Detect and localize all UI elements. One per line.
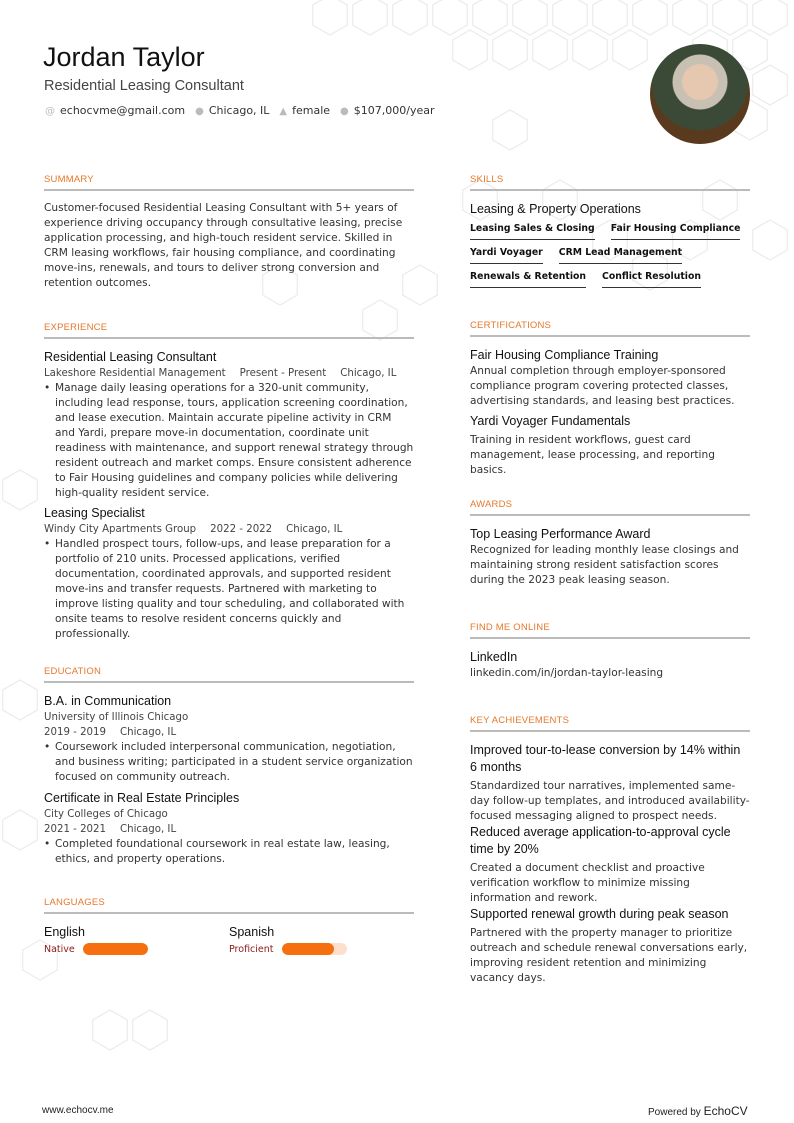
- skill-tag: Conflict Resolution: [602, 268, 701, 288]
- language-name: English: [44, 925, 85, 939]
- degree: Certificate in Real Estate Principles: [44, 791, 240, 805]
- location-pin-icon: ●: [195, 106, 204, 117]
- achievement-text: Partnered with the property manager to prioritize outreach and schedule renewal conversations early, improving resident retention and minimizing vacancy days.: [470, 927, 748, 984]
- language-item: [229, 924, 414, 955]
- experience-section: [44, 322, 414, 642]
- school: City Colleges of Chicago: [44, 809, 168, 820]
- section-heading: CERTIFICATIONS: [470, 320, 750, 337]
- hexagon-shape: [593, 0, 628, 35]
- hexagon-shape: [673, 0, 708, 35]
- location: Chicago, IL: [340, 368, 397, 379]
- hexagon-shape: [633, 0, 668, 35]
- bullet: • Manage daily leasing operations for a 320-unit community, including lead response, tours, application screening coordination, and lease execution. Maintain accurate pipeline activity in CRM and Yardi, prepare move-in documentation, coordinate unit readiness with maintenance, and support renewal strategy through resident outreach and market comps. Ensure consistent adherence to Fair Housing guidelines and company policies while delivering high-quality resident service.: [44, 381, 414, 501]
- skill-tag: Yardi Voyager: [470, 244, 543, 264]
- skill-tag: Renewals & Retention: [470, 268, 586, 288]
- contact-email[interactable]: @ echocvme@gmail.com: [45, 104, 186, 117]
- at-icon: @: [45, 106, 55, 117]
- section-heading: SUMMARY: [44, 174, 414, 191]
- brand-name: EchoCV: [703, 1104, 748, 1118]
- hexagon-shape: [513, 0, 548, 35]
- achievement-text: Created a document checklist and proactive verification workflow to minimize missing information and rework.: [470, 862, 705, 904]
- location: Chicago, IL: [120, 727, 177, 738]
- summary-text: Customer-focused Residential Leasing Consultant with 5+ years of experience driving occupancy through consultative leasing, precise application processing, and high-touch resident service. Skilled in CRM leasing workflows, fair housing compliance, and coordinating move-ins, renewals, and tours to deliver strong conversion and retention outcomes.: [44, 202, 403, 289]
- contact-gender: ▲ female: [279, 104, 331, 117]
- hexagon-shape: [533, 30, 568, 70]
- cert-text: Training in resident workflows, guest card management, lease processing, and reporting basics.: [470, 434, 715, 476]
- hexagon-shape: [713, 0, 748, 35]
- hexagon-shape: [93, 1010, 128, 1050]
- section-heading: SKILLS: [470, 174, 750, 191]
- profile-link[interactable]: linkedin.com/in/jordan-taylor-leasing: [470, 667, 664, 679]
- skill-group: Leasing & Property Operations: [470, 202, 641, 216]
- experience-item: [44, 349, 414, 501]
- location: Chicago, IL: [120, 824, 177, 835]
- section-heading: AWARDS: [470, 499, 750, 516]
- hexagon-shape: [573, 30, 608, 70]
- certifications-section: [470, 320, 750, 478]
- skills-section: [470, 174, 750, 292]
- degree: B.A. in Communication: [44, 694, 172, 708]
- proficiency-fill: [282, 943, 334, 955]
- company: Lakeshore Residential Management: [44, 368, 226, 379]
- hexagon-shape: [493, 30, 528, 70]
- hexagon-shape: [3, 810, 38, 850]
- awards-section: [470, 499, 750, 588]
- hexagon-shape: [353, 0, 388, 35]
- experience-item: [44, 505, 414, 642]
- section-heading: LANGUAGES: [44, 897, 414, 914]
- cert-title: Fair Housing Compliance Training: [470, 348, 659, 362]
- education-item: [44, 790, 414, 867]
- hexagon-shape: [3, 470, 38, 510]
- dates: 2021 - 2021: [44, 824, 107, 835]
- hexagon-shape: [453, 30, 488, 70]
- hexagon-shape: [133, 1010, 168, 1050]
- achievements-section: [470, 715, 750, 986]
- achievement-text: Standardized tour narratives, implemented same-day follow-up templates, and introduced availability-focused messaging aligned to prospect needs.: [470, 780, 750, 822]
- hexagon-shape: [473, 0, 508, 35]
- achievement-title: Supported renewal growth during peak season: [470, 907, 729, 921]
- section-heading: EXPERIENCE: [44, 322, 414, 339]
- contact-row: [45, 104, 435, 117]
- education-item: [44, 693, 414, 785]
- job-title: Leasing Specialist: [44, 506, 145, 520]
- profile-site: LinkedIn: [470, 650, 518, 664]
- proficiency-fill: [83, 943, 148, 955]
- hexagon-shape: [753, 0, 788, 35]
- footer-website[interactable]: www.echocv.me: [42, 1105, 114, 1116]
- location: Chicago, IL: [286, 524, 343, 535]
- languages-section: [44, 897, 414, 955]
- dates: 2022 - 2022: [210, 524, 273, 535]
- language-level: Native: [44, 943, 75, 955]
- candidate-title: Residential Leasing Consultant: [44, 78, 244, 94]
- bullet: • Handled prospect tours, follow-ups, and lease preparation for a portfolio of 210 units. Processed applications, verified documentation, coordinated approvals, and supported resident move-ins and transfer requests. Partnered with marketing to improve listing quality and tour scheduling, and collaborated with onsite teams to resolve resident concerns quickly and professionally.: [44, 537, 414, 642]
- person-icon: ▲: [279, 106, 288, 117]
- language-item: [44, 924, 229, 955]
- company: Windy City Apartments Group: [44, 524, 197, 535]
- hexagon-shape: [433, 0, 468, 35]
- hexagon-shape: [753, 220, 788, 260]
- job-title: Residential Leasing Consultant: [44, 350, 217, 364]
- achievement-title: Improved tour-to-lease conversion by 14% within 6 months: [470, 743, 741, 774]
- proficiency-bar: [282, 943, 347, 955]
- profile-photo: [650, 44, 750, 144]
- language-name: Spanish: [229, 925, 275, 939]
- hexagon-shape: [553, 0, 588, 35]
- hexagon-shape: [493, 110, 528, 150]
- dates: Present - Present: [239, 368, 327, 379]
- hexagon-shape: [3, 680, 38, 720]
- education-section: [44, 666, 414, 867]
- money-icon: ●: [340, 106, 349, 117]
- language-level: Proficient: [229, 943, 274, 955]
- school: University of Illinois Chicago: [44, 712, 189, 723]
- skill-tag: Leasing Sales & Closing: [470, 220, 595, 240]
- achievement-title: Reduced average application-to-approval cycle time by 20%: [470, 825, 731, 856]
- hexagon-shape: [613, 30, 648, 70]
- proficiency-bar: [83, 943, 148, 955]
- hexagon-shape: [393, 0, 428, 35]
- section-heading: FIND ME ONLINE: [470, 622, 750, 639]
- bullet: • Coursework included interpersonal communication, negotiation, and business writing; participated in a student service organization focused on community outreach.: [44, 740, 414, 785]
- award-text: Recognized for leading monthly lease closings and maintaining strong resident satisfaction scores during the 2023 peak leasing season.: [470, 544, 739, 586]
- footer-powered-by: Powered by EchoCV: [648, 1104, 748, 1118]
- section-heading: EDUCATION: [44, 666, 414, 683]
- bullet: • Completed foundational coursework in real estate law, leasing, ethics, and property operations.: [44, 837, 414, 867]
- hexagon-shape: [753, 65, 788, 105]
- dates: 2019 - 2019: [44, 727, 107, 738]
- summary-section: [44, 174, 414, 291]
- cert-text: Annual completion through employer-sponsored compliance program covering protected classes, advertising standards, and leasing best practices.: [470, 365, 735, 407]
- candidate-name: Jordan Taylor: [43, 42, 205, 72]
- contact-salary: ● $107,000/year: [340, 104, 435, 117]
- online-section: [470, 622, 750, 681]
- cert-title: Yardi Voyager Fundamentals: [470, 414, 631, 428]
- skill-tag: Fair Housing Compliance: [611, 220, 741, 240]
- award-title: Top Leasing Performance Award: [470, 527, 651, 541]
- section-heading: KEY ACHIEVEMENTS: [470, 715, 750, 732]
- skill-tag: CRM Lead Management: [559, 244, 682, 264]
- hexagon-shape: [313, 0, 348, 35]
- contact-location: ● Chicago, IL: [195, 104, 270, 117]
